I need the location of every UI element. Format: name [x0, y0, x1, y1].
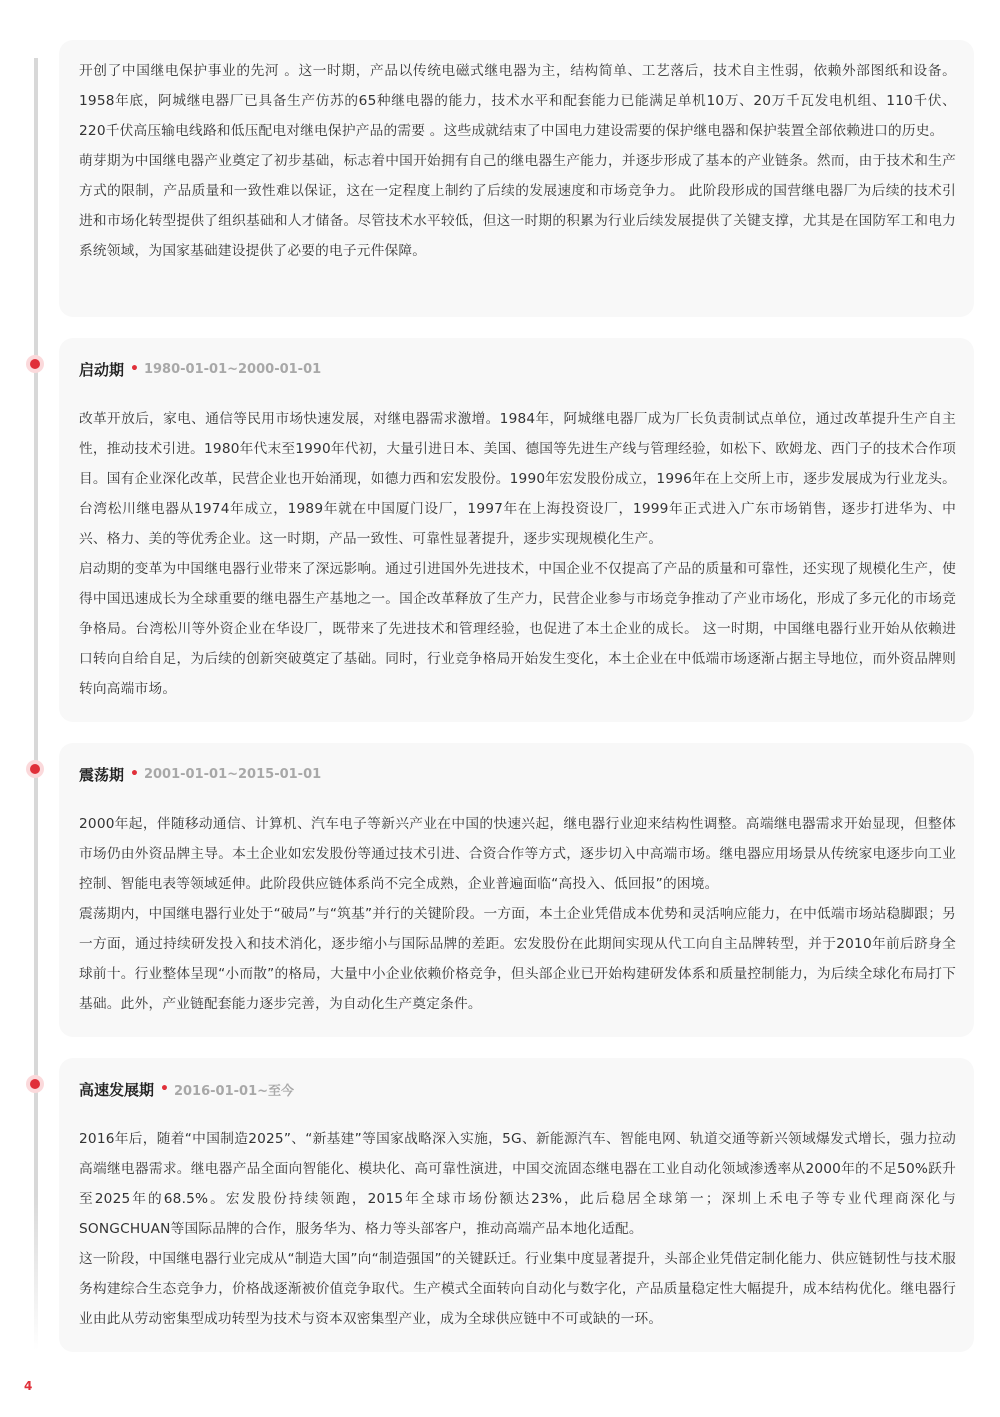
phase-header [79, 338, 956, 400]
paragraph: 这一阶段，中国继电器行业完成从“制造大国”向“制造强国”的关键跃迁。行业集中度显著提升，头部企业凭借定制化能力、供应链韧性与技术服务构建综合生态竞争力，价格战逐渐被价值竞争取代。生产模式全面转向自动化与数字化，产品质量稳定性大幅提升，成本结构优化。继电器行业由此从劳动密集型成功转型为技术与资本双密集型产业，成为全球供应链中不可或缺的一环。 [79, 1251, 956, 1327]
phase-date-range: 1980-01-01~2000-01-01 [143, 361, 322, 377]
page-number: 4 [24, 1379, 33, 1393]
paragraph: 震荡期内，中国继电器行业处于“破局”与“筑基”并行的关键阶段。一方面，本土企业凭借成本优势和灵活响应能力，在中低端市场站稳脚跟；另一方面，通过持续研发投入和技术消化，逐步缩小与国际品牌的差距。宏发股份在此期间实现从代工向自主品牌转型，并于2010年前后跻身全球前十。行业整体呈现“小而散”的格局，大量中小企业依赖价格竞争，但头部企业已开始构建研发体系和质量控制能力，为后续全球化布局打下基础。此外，产业链配套能力逐步完善，为自动化生产奠定条件。 [79, 906, 956, 1012]
phase-card-embryonic-continued [59, 40, 974, 317]
phase-body [79, 809, 956, 1019]
phase-title: 震荡期 [79, 765, 125, 784]
phase-title: 启动期 [79, 360, 125, 379]
separator-dot: • [160, 1081, 169, 1097]
paragraph: 启动期的变革为中国继电器行业带来了深远影响。通过引进国外先进技术，中国企业不仅提高了产品的质量和可靠性，还实现了规模化生产，使得中国迅速成长为全球重要的继电器生产基地之一。国企改革释放了生产力，民营企业参与市场竞争推动了产业市场化，形成了多元化的市场竞争格局。台湾松川等外资企业在华设厂，既带来了先进技术和管理经验，也促进了本土企业的成长。 这一时期，中国继电器行业开始从依赖进口转向自给自足，为后续的创新突破奠定了基础。同时，行业竞争格局开始发生变化，本土企业在中低端市场逐渐占据主导地位，而外资品牌则转向高端市场。 [79, 561, 956, 697]
phase-card-rapid-growth [59, 1058, 974, 1352]
phase-date-range: 2016-01-01~至今 [173, 1083, 295, 1099]
phase-date-range: 2001-01-01~2015-01-01 [143, 766, 322, 782]
phase-body [79, 404, 956, 704]
paragraph: 改革开放后，家电、通信等民用市场快速发展，对继电器需求激增。1984年，阿城继电器厂成为厂长负责制试点单位，通过改革提升生产自主性，推动技术引进。1980年代末至1990年代初，大量引进日本、美国、德国等先进生产线与管理经验，如松下、欧姆龙、西门子的技术合作项目。国有企业深化改革，民营企业也开始涌现，如德力西和宏发股份。1990年宏发股份成立，1996年在上交所上市，逐步发展成为行业龙头。台湾松川继电器从1974年成立，1989年就在中国厦门设厂，1997年在上海投资设厂，1999年正式进入广东市场销售，逐步打进华为、中兴、格力、美的等优秀企业。这一时期，产品一致性、可靠性显著提升，逐步实现规模化生产。 [79, 411, 956, 547]
phase-title: 高速发展期 [79, 1080, 155, 1099]
timeline-node [26, 760, 44, 778]
separator-dot: • [130, 361, 139, 377]
paragraph: 2016年后，随着“中国制造2025”、“新基建”等国家战略深入实施，5G、新能源汽车、智能电网、轨道交通等新兴领域爆发式增长，强力拉动高端继电器需求。继电器产品全面向智能化、模块化、高可靠性演进，中国交流固态继电器在工业自动化领域渗透率从2000年的不足50%跃升至2025年的68.5%。宏发股份持续领跑，2015年全球市场份额达23%，此后稳居全球第一；深圳上禾电子等专业代理商深化与SONGCHUAN等国际品牌的合作，服务华为、格力等头部客户，推动高端产品本地化适配。 [79, 1131, 956, 1237]
separator-dot: • [130, 766, 139, 782]
paragraph: 萌芽期为中国继电器产业奠定了初步基础，标志着中国开始拥有自己的继电器生产能力，并逐步形成了基本的产业链条。然而，由于技术和生产方式的限制，产品质量和一致性难以保证，这在一定程度上制约了后续的发展速度和市场竞争力。 此阶段形成的国营继电器厂为后续的技术引进和市场化转型提供了组织基础和人才储备。尽管技术水平较低，但这一时期的积累为行业后续发展提供了关键支撑，尤其是在国防军工和电力系统领域，为国家基础建设提供了必要的电子元件保障。 [79, 153, 956, 259]
paragraph: 开创了中国继电保护事业的先河 。这一时期，产品以传统电磁式继电器为主，结构简单、工艺落后，技术自主性弱，依赖外部图纸和设备。1958年底，阿城继电器厂已具备生产仿苏的65种继电器的能力，技术水平和配套能力已能满足单机10万、20万千瓦发电机组、110千伏、220千伏高压输电线路和低压配电对继电保护产品的需要 。这些成就结束了中国电力建设需要的保护继电器和保护装置全部依赖进口的历史。 [79, 63, 956, 139]
timeline-line [34, 58, 38, 1350]
phase-card-turbulent [59, 743, 974, 1037]
phase-body [79, 56, 956, 266]
timeline-node [26, 355, 44, 373]
phase-body [79, 1124, 956, 1334]
paragraph: 2000年起，伴随移动通信、计算机、汽车电子等新兴产业在中国的快速兴起，继电器行业迎来结构性调整。高端继电器需求开始显现，但整体市场仍由外资品牌主导。本土企业如宏发股份等通过技术引进、合资合作等方式，逐步切入中高端市场。继电器应用场景从传统家电逐步向工业控制、智能电表等领域延伸。此阶段供应链体系尚不完全成熟，企业普遍面临“高投入、低回报”的困境。 [79, 816, 956, 892]
phase-card-startup [59, 338, 974, 722]
phase-header [79, 743, 956, 805]
timeline-node [26, 1075, 44, 1093]
phase-header [79, 1058, 956, 1120]
